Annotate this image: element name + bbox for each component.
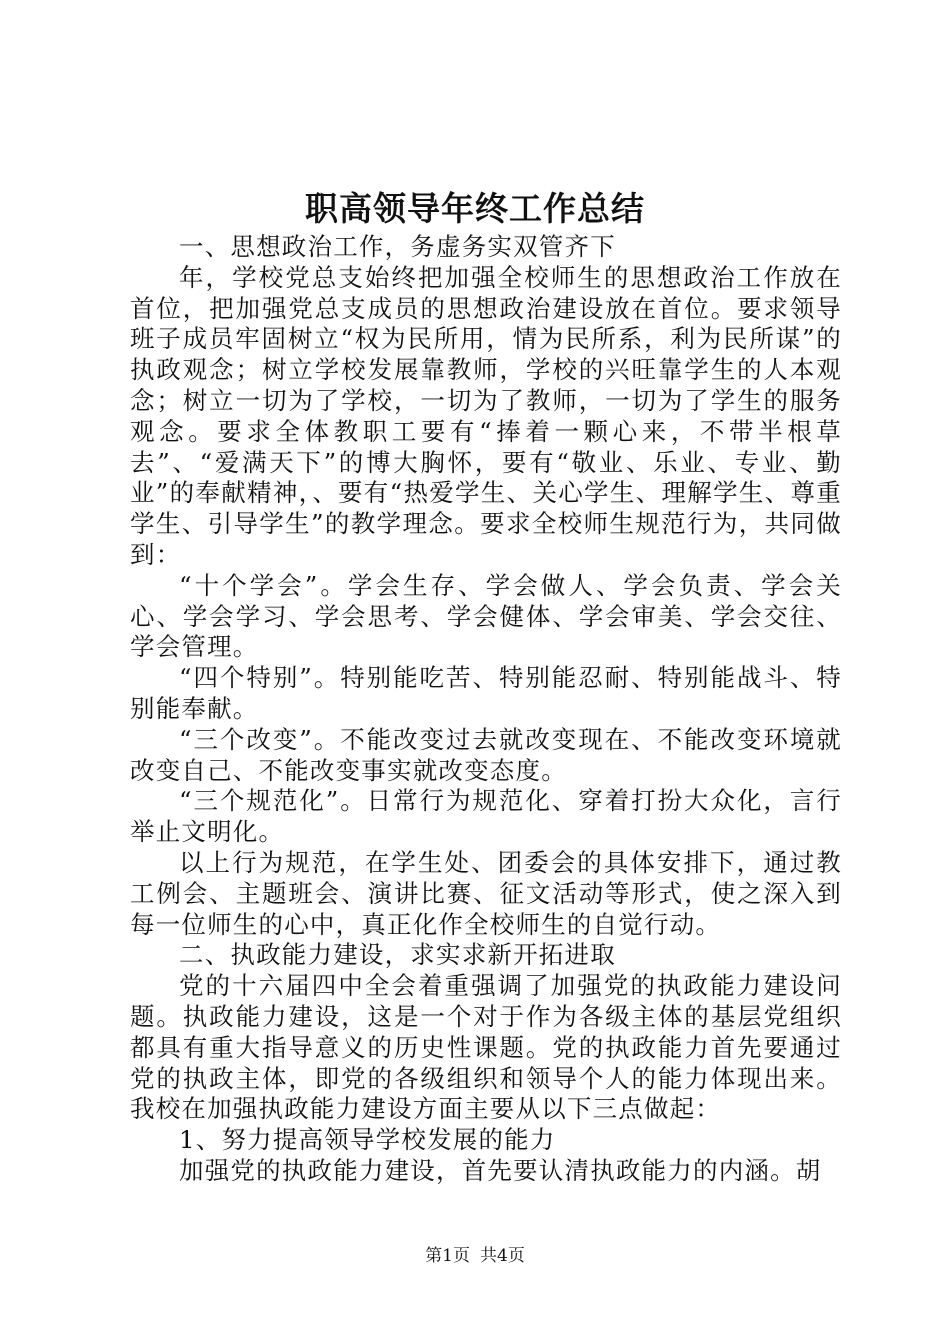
paragraph: “三个规范化”。日常行为规范化、穿着打扮大众化，言行举止文明化。 [130, 786, 842, 847]
section-heading-1: 一、思想政治工作，务虚务实双管齐下 [179, 232, 616, 261]
section-heading-2: 二、执政能力建设，求实求新开拓进取 [179, 940, 616, 970]
document-title: 职高领导年终工作总结 [305, 189, 645, 228]
page-total: 共4页 [480, 1246, 525, 1266]
subsection-heading-1: 1、努力提高领导学校发展的能力 [179, 1125, 556, 1155]
paragraph: “三个改变”。不能改变过去就改变现在、不能改变环境就改变自己、不能改变事实就改变态度。 [130, 724, 842, 785]
paragraph: “四个特别”。特别能吃苦、特别能忍耐、特别能战斗、特别能奉献。 [130, 663, 842, 723]
paragraph: 加强党的执政能力建设，首先要认清执政能力的内涵。胡 [179, 1155, 822, 1185]
page-number: 第1页 [425, 1246, 470, 1266]
paragraph: “十个学会”。学会生存、学会做人、学会负责、学会关心、学会学习、学会思考、学会健体、学会审美、学会交往、学会管理。 [130, 570, 842, 662]
page-footer [0, 1244, 950, 1268]
document-body [130, 232, 842, 1187]
paragraph: 以上行为规范，在学生处、团委会的具体安排下，通过教工例会、主题班会、演讲比赛、征文活动等形式，使之深入到每一位师生的心中，真正化作全校师生的自觉行动。 [130, 847, 842, 939]
paragraph: 党的十六届四中全会着重强调了加强党的执政能力建设问题。执政能力建设，这是一个对于作为各级主体的基层党组织都具有重大指导意义的历史性课题。党的执政能力首先要通过党的执政主体，即党的各级组织和领导个人的能力体现出来。我校在加强执政能力建设方面主要从以下三点做起： [130, 971, 842, 1124]
paragraph: 年，学校党总支始终把加强全校师生的思想政治工作放在首位，把加强党总支成员的思想政治建设放在首位。要求领导班子成员牢固树立“权为民所用，情为民所系，利为民所谋”的执政观念；树立学校发展靠教师，学校的兴旺靠学生的人本观念；树立一切为了学校，一切为了教师，一切为了学生的服务观念。要求全体教职工要有“捧着一颗心来，不带半根草去”、“爱满天下”的博大胸怀，要有“敬业、乐业、专业、勤业”的奉献精神，、要有“热爱学生、关心学生、理解学生、尊重学生、引导学生”的教学理念。要求全校师生规范行为，共同做到： [130, 262, 842, 569]
